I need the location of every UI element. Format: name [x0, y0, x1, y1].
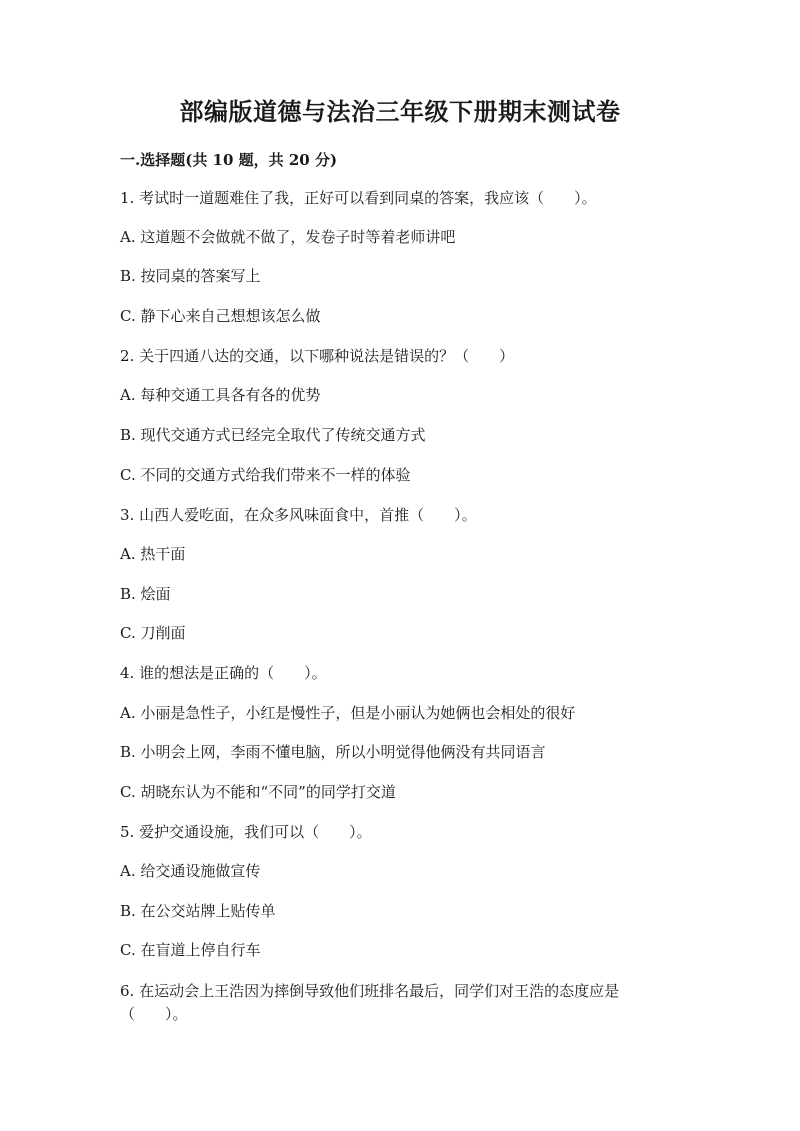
option-5b: B. 在公交站牌上贴传单	[120, 902, 276, 920]
option-4a: A. 小丽是急性子，小红是慢性子，但是小丽认为她俩也会相处的很好	[120, 704, 576, 722]
option-2b: B. 现代交通方式已经完全取代了传统交通方式	[120, 426, 426, 444]
option-4b: B. 小明会上网，李雨不懂电脑，所以小明觉得他俩没有共同语言	[120, 743, 546, 761]
option-4c: C. 胡晓东认为不能和“不同”的同学打交道	[120, 783, 396, 801]
option-2a: A. 每种交通工具各有各的优势	[120, 386, 321, 404]
page-title: 部编版道德与法治三年级下册期末测试卷	[179, 97, 621, 126]
question-stem-1: 1. 考试时一道题难住了我，正好可以看到同桌的答案，我应该（ ）。	[120, 189, 597, 207]
option-1c: C. 静下心来自己想想该怎么做	[120, 307, 321, 325]
option-1a: A. 这道题不会做就不做了，发卷子时等着老师讲吧	[120, 228, 456, 246]
option-3b: B. 烩面	[120, 585, 171, 603]
option-3a: A. 热干面	[120, 545, 186, 563]
question-stem-3: 3. 山西人爱吃面，在众多风味面食中，首推（ ）。	[120, 506, 477, 524]
question-stem-2: 2. 关于四通八达的交通，以下哪种说法是错误的？（ ）	[120, 347, 515, 365]
question-stem-4: 4. 谁的想法是正确的（ ）。	[120, 664, 327, 682]
question-stem-6: 6. 在运动会上王浩因为摔倒导致他们班排名最后，同学们对王浩的态度应是（ ）。	[120, 982, 620, 1023]
option-5a: A. 给交通设施做宣传	[120, 862, 261, 880]
question-stem-5: 5. 爱护交通设施，我们可以（ ）。	[120, 823, 372, 841]
option-1b: B. 按同桌的答案写上	[120, 267, 261, 285]
section-heading: 一.选择题(共 10 题，共 20 分)	[120, 151, 338, 169]
option-5c: C. 在盲道上停自行车	[120, 941, 261, 959]
option-2c: C. 不同的交通方式给我们带来不一样的体验	[120, 466, 411, 484]
option-3c: C. 刀削面	[120, 624, 186, 642]
